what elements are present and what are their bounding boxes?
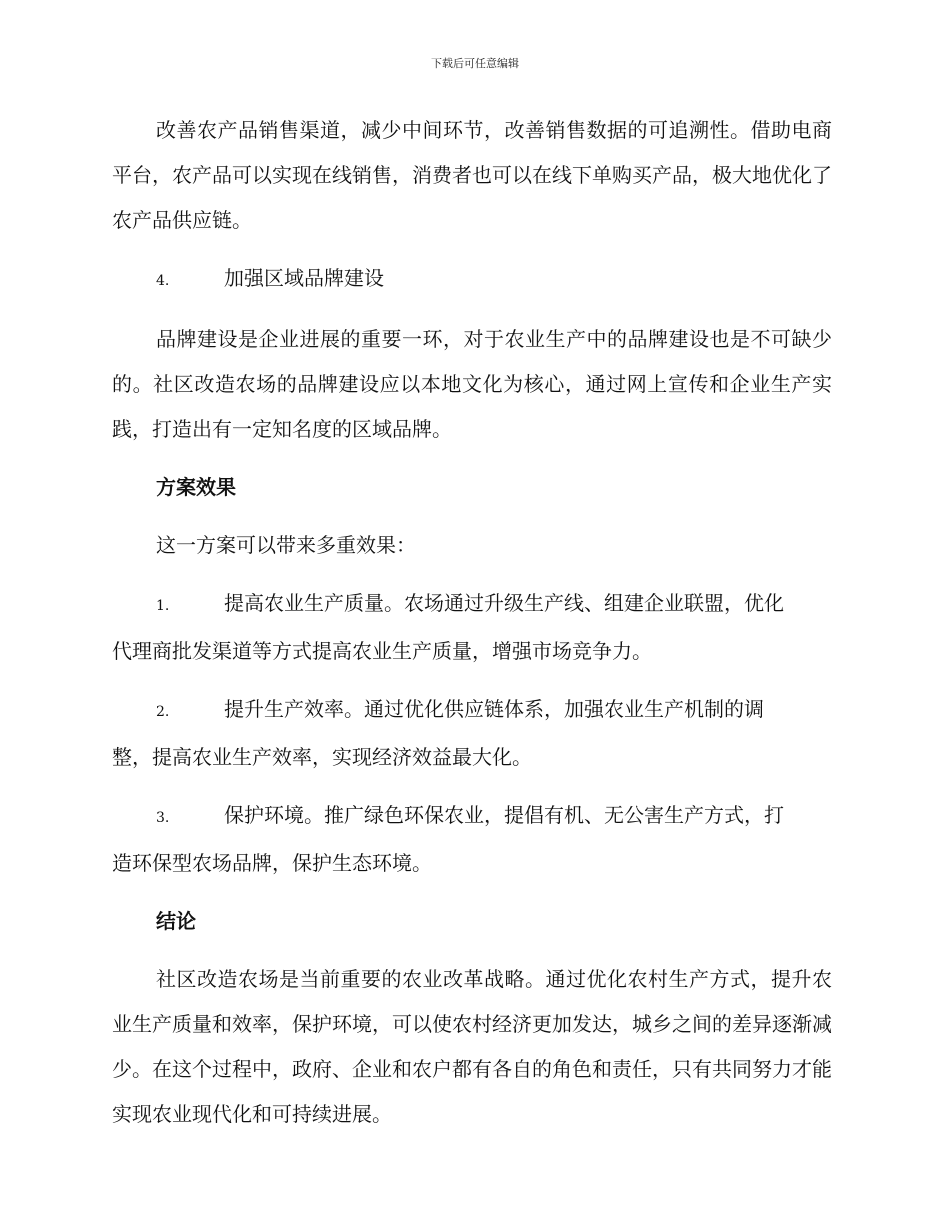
- page-header: 下载后可任意编辑: [431, 57, 519, 70]
- section-heading-conclusion: 结论: [156, 909, 196, 933]
- list-text-line1: 提升生产效率。通过优化供应链体系，加强农业生产机制的调: [224, 697, 764, 721]
- list-item-quality: [112, 581, 832, 674]
- list-text-rest: 整，提高农业生产效率，实现经济效益最大化。: [112, 745, 532, 769]
- list-number: 3.: [156, 810, 170, 826]
- paragraph-brand-building: 品牌建设是企业进展的重要一环，对于农业生产中的品牌建设也是不可缺少的。社区改造农场的品牌建设应以本地文化为核心，通过网上宣传和企业生产实践，打造出有一定知名度的区域品牌。: [112, 327, 832, 441]
- paragraph-sales-channels: 改善农产品销售渠道，减少中间环节，改善销售数据的可追溯性。借助电商平台，农产品可以实现在线销售，消费者也可以在线下单购买产品，极大地优化了农产品供应链。: [112, 118, 832, 232]
- list-text-line1: 保护环境。推广绿色环保农业，提倡有机、无公害生产方式，打: [224, 803, 784, 827]
- paragraph-conclusion: 社区改造农场是当前重要的农业改革战略。通过优化农村生产方式，提升农业生产质量和效率，保护环境，可以使农村经济更加发达，城乡之间的差异逐渐减少。在这个过程中，政府、企业和农户都有各自的角色和责任，只有共同努力才能实现农业现代化和可持续进展。: [112, 967, 832, 1126]
- list-text-rest: 造环保型农场品牌，保护生态环境。: [112, 851, 432, 875]
- list-number: 2.: [156, 704, 170, 720]
- paragraph-effects-intro: 这一方案可以带来多重效果：: [156, 533, 416, 557]
- list-text: 加强区域品牌建设: [224, 266, 384, 290]
- list-text-line1: 提高农业生产质量。农场通过升级生产线、组建企业联盟，优化: [224, 591, 784, 615]
- document-body: [112, 108, 832, 1150]
- list-number: 4.: [156, 273, 170, 289]
- list-item-brand-building: [112, 256, 832, 304]
- list-item-environment: [112, 793, 832, 886]
- list-text-rest: 代理商批发渠道等方式提高农业生产质量，增强市场竞争力。: [112, 639, 652, 663]
- list-item-efficiency: [112, 687, 832, 780]
- section-heading-effects: 方案效果: [156, 475, 236, 499]
- list-number: 1.: [156, 598, 170, 614]
